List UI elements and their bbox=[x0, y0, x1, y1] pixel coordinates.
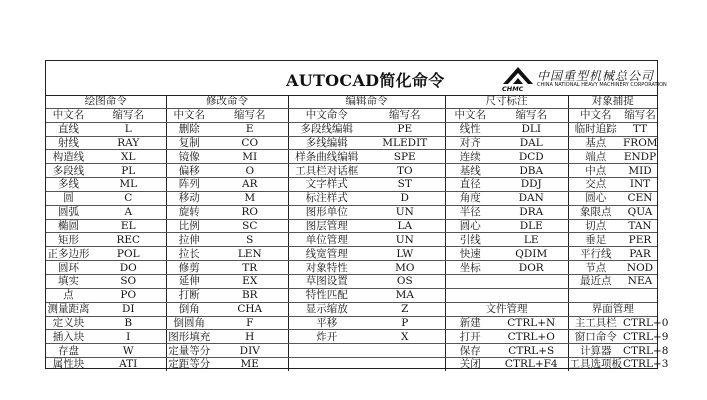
command-name: 测量距离 bbox=[47, 303, 90, 316]
table-row bbox=[46, 358, 657, 371]
command-abbr: TT bbox=[623, 122, 657, 136]
command-name: 填实 bbox=[46, 274, 91, 288]
logo-chinese-name: 中国重型机械总公司 bbox=[537, 69, 655, 83]
command-name: 象限点 bbox=[568, 205, 623, 219]
command-abbr: B bbox=[91, 316, 166, 330]
command-name: 端点 bbox=[568, 150, 623, 164]
command-abbr: CTRL+O bbox=[495, 330, 568, 344]
command-abbr: UN bbox=[365, 205, 445, 219]
command-abbr: LW bbox=[365, 247, 445, 261]
command-abbr: POL bbox=[91, 247, 166, 261]
command-name: 定量等分 bbox=[166, 344, 212, 358]
column-header-row bbox=[46, 108, 657, 122]
command-name: 多线 bbox=[46, 178, 91, 192]
group-header: 对象捕捉 bbox=[568, 95, 657, 108]
command-name: 样条曲线编辑 bbox=[288, 150, 365, 164]
command-abbr: BR bbox=[212, 288, 288, 302]
command-name: 拉长 bbox=[166, 247, 212, 261]
command-abbr: QDIM bbox=[495, 247, 568, 261]
command-abbr: DLE bbox=[495, 219, 568, 233]
command-name: 引线 bbox=[445, 233, 495, 247]
command-abbr: EX bbox=[212, 274, 288, 288]
command-name: 半径 bbox=[445, 205, 495, 219]
command-name: 倒圆角 bbox=[166, 316, 212, 330]
table-row bbox=[46, 205, 657, 219]
command-abbr: PE bbox=[365, 122, 445, 136]
command-name: 图形单位 bbox=[288, 205, 365, 219]
command-abbr: MID bbox=[623, 164, 657, 178]
command-name bbox=[288, 344, 365, 358]
command-abbr: UN bbox=[365, 233, 445, 247]
table-row bbox=[46, 164, 657, 178]
title-row bbox=[46, 61, 667, 96]
table-row bbox=[46, 178, 657, 192]
command-abbr: FROM bbox=[623, 136, 658, 149]
command-name: 构造线 bbox=[46, 150, 91, 164]
command-abbr: H bbox=[212, 330, 288, 344]
command-name: 点 bbox=[46, 288, 91, 302]
command-abbr: DBA bbox=[495, 164, 568, 178]
command-name: 基线 bbox=[445, 164, 495, 178]
command-name: 线性 bbox=[445, 122, 495, 136]
command-abbr: MA bbox=[365, 288, 445, 302]
command-abbr: I bbox=[91, 330, 166, 344]
table-row bbox=[46, 136, 657, 150]
command-name: 圆环 bbox=[46, 261, 91, 275]
command-abbr: O bbox=[212, 164, 288, 178]
command-name: 临时追踪 bbox=[568, 122, 623, 136]
column-header-name: 中文名 bbox=[568, 108, 623, 122]
command-name: 圆心 bbox=[568, 191, 623, 205]
column-header-abbr: 缩写名 bbox=[365, 108, 445, 122]
command-name: 炸开 bbox=[288, 330, 365, 344]
command-name: 最近点 bbox=[568, 274, 623, 288]
command-name: 多线编辑 bbox=[288, 136, 365, 150]
command-name: 图形填充 bbox=[166, 330, 212, 344]
command-abbr: CEN bbox=[623, 191, 657, 205]
command-name: 平行线 bbox=[568, 247, 623, 261]
command-name: 显示缩放 bbox=[288, 302, 365, 316]
command-name: 文字样式 bbox=[288, 178, 365, 192]
sheet-title: AUTOCAD简化命令 bbox=[286, 71, 445, 90]
command-name: 垂足 bbox=[568, 233, 623, 247]
command-name: 椭圆 bbox=[46, 219, 91, 233]
command-abbr: NOD bbox=[623, 261, 657, 275]
command-name: 坐标 bbox=[445, 261, 495, 275]
command-name: 标注样式 bbox=[288, 191, 365, 205]
command-abbr: X bbox=[365, 330, 445, 344]
command-name: 切点 bbox=[568, 219, 623, 233]
command-name: 计算器 bbox=[568, 344, 623, 358]
table-row bbox=[46, 261, 657, 275]
section-header: 文件管理 bbox=[445, 302, 568, 316]
command-name: 图层管理 bbox=[288, 219, 365, 233]
command-abbr: REC bbox=[91, 233, 166, 247]
command-name: 基点 bbox=[568, 136, 623, 150]
command-abbr: CTRL+8 bbox=[623, 344, 669, 357]
command-name: 多段线 bbox=[46, 164, 91, 178]
command-abbr: INT bbox=[623, 178, 657, 192]
command-abbr: P bbox=[365, 316, 445, 330]
command-abbr: PO bbox=[91, 288, 166, 302]
table-row bbox=[46, 302, 657, 316]
command-abbr: ENDP bbox=[623, 150, 657, 163]
command-abbr: CO bbox=[212, 136, 288, 150]
command-name: 倒角 bbox=[166, 302, 212, 316]
column-header-abbr: 缩写名 bbox=[495, 108, 568, 122]
column-header-name: 中文名 bbox=[46, 108, 91, 122]
command-name: 直线 bbox=[46, 122, 91, 136]
command-abbr: TR bbox=[212, 261, 288, 275]
command-abbr: AR bbox=[212, 178, 288, 192]
command-name: 圆心 bbox=[445, 219, 495, 233]
command-abbr: LA bbox=[365, 219, 445, 233]
command-name: 定义块 bbox=[46, 316, 91, 330]
column-header-name: 中文名 bbox=[445, 108, 495, 122]
table-row bbox=[46, 330, 657, 344]
command-abbr: QUA bbox=[623, 205, 657, 219]
command-sheet bbox=[45, 60, 669, 371]
command-name: 圆 bbox=[46, 191, 91, 205]
command-name: 直径 bbox=[445, 178, 495, 192]
command-abbr: TO bbox=[365, 164, 445, 178]
command-abbr: W bbox=[91, 344, 166, 358]
command-name: 复制 bbox=[166, 136, 212, 150]
logo-abbr: CHMC bbox=[502, 85, 524, 93]
command-abbr bbox=[495, 274, 568, 288]
column-header-name: 中文名 bbox=[166, 108, 212, 122]
command-abbr bbox=[365, 344, 445, 358]
command-abbr: RO bbox=[212, 205, 288, 219]
command-name: 节点 bbox=[568, 261, 623, 275]
command-name: 新建 bbox=[445, 316, 495, 330]
command-abbr: CHA bbox=[212, 302, 288, 316]
command-abbr: D bbox=[365, 191, 445, 205]
command-name: 插入块 bbox=[46, 330, 91, 344]
group-header: 修改命令 bbox=[166, 95, 288, 108]
table-row bbox=[46, 344, 657, 358]
command-name: 主工具栏 bbox=[568, 316, 623, 330]
command-name: 旋转 bbox=[166, 205, 212, 219]
command-name: 射线 bbox=[46, 136, 91, 150]
command-name: 偏移 bbox=[166, 164, 212, 178]
column-header-abbr: 缩写名 bbox=[212, 108, 288, 122]
command-abbr: Z bbox=[365, 302, 445, 316]
command-name: 特性匹配 bbox=[288, 288, 365, 302]
command-name: 平移 bbox=[288, 316, 365, 330]
command-name: 镜像 bbox=[166, 150, 212, 164]
command-abbr: DOR bbox=[495, 261, 568, 275]
command-abbr: ATI bbox=[119, 358, 138, 371]
command-abbr: E bbox=[212, 122, 288, 136]
command-abbr: L bbox=[91, 122, 166, 136]
column-header-abbr: 缩写名 bbox=[91, 108, 166, 122]
command-abbr: DAN bbox=[495, 191, 568, 205]
command-name: 打开 bbox=[445, 330, 495, 344]
command-name: 角度 bbox=[445, 191, 495, 205]
command-abbr: MO bbox=[365, 261, 445, 275]
command-abbr: CTRL+9 bbox=[623, 330, 669, 343]
section-header: 界面管理 bbox=[568, 302, 657, 316]
command-abbr: NEA bbox=[623, 274, 657, 288]
command-abbr: DLI bbox=[495, 122, 568, 136]
command-name: 关闭 bbox=[445, 358, 495, 371]
command-name: 属性块 bbox=[52, 358, 85, 371]
command-abbr: DDJ bbox=[495, 178, 568, 192]
command-abbr: SC bbox=[212, 219, 288, 233]
command-name: 线宽管理 bbox=[288, 247, 365, 261]
command-abbr: LE bbox=[495, 233, 568, 247]
command-name: 修剪 bbox=[166, 261, 212, 275]
command-name: 多段线编辑 bbox=[288, 122, 365, 136]
command-abbr: DO bbox=[91, 261, 166, 275]
command-name bbox=[445, 288, 495, 302]
command-abbr: PAR bbox=[623, 247, 657, 261]
command-abbr bbox=[623, 288, 657, 302]
command-name: 工具选项板 bbox=[569, 358, 622, 371]
command-name bbox=[288, 358, 365, 371]
command-abbr: RAY bbox=[91, 136, 166, 150]
command-name: 定距等分 bbox=[166, 358, 212, 371]
group-header: 编辑命令 bbox=[288, 95, 445, 108]
command-abbr: SPE bbox=[365, 150, 445, 164]
command-abbr: PER bbox=[623, 233, 657, 247]
table-row bbox=[46, 122, 657, 136]
group-header-row bbox=[46, 95, 657, 108]
command-name: 存盘 bbox=[46, 344, 91, 358]
command-name: 打断 bbox=[166, 288, 212, 302]
command-abbr: CTRL+0 bbox=[623, 316, 669, 329]
command-name: 交点 bbox=[568, 178, 623, 192]
command-table bbox=[46, 95, 669, 371]
command-name: 中点 bbox=[568, 164, 623, 178]
command-name: 矩形 bbox=[46, 233, 91, 247]
command-abbr: XL bbox=[91, 150, 166, 164]
table-row bbox=[46, 316, 657, 330]
command-name: 保存 bbox=[445, 344, 495, 358]
command-abbr bbox=[365, 358, 445, 371]
command-abbr: S bbox=[212, 233, 288, 247]
group-header: 尺寸标注 bbox=[445, 95, 568, 108]
table-row bbox=[46, 191, 657, 205]
command-abbr: ST bbox=[365, 178, 445, 192]
command-abbr: MI bbox=[212, 150, 288, 164]
command-abbr: DAL bbox=[495, 136, 568, 150]
command-name: 正多边形 bbox=[47, 247, 90, 260]
command-abbr: PL bbox=[91, 164, 166, 178]
command-abbr: TAN bbox=[623, 219, 657, 233]
command-name: 圆弧 bbox=[46, 205, 91, 219]
command-abbr: M bbox=[212, 191, 288, 205]
command-name: 延伸 bbox=[166, 274, 212, 288]
command-name: 单位管理 bbox=[288, 233, 365, 247]
table-row bbox=[46, 233, 657, 247]
command-abbr: DIV bbox=[212, 344, 288, 358]
command-name: 草图设置 bbox=[288, 274, 365, 288]
command-abbr: CTRL+F4 bbox=[504, 358, 558, 371]
command-abbr: MLEDIT bbox=[365, 136, 445, 150]
command-abbr: DCD bbox=[495, 150, 568, 164]
command-name: 连续 bbox=[445, 150, 495, 164]
command-name: 拉伸 bbox=[166, 233, 212, 247]
table-row bbox=[46, 150, 657, 164]
command-name: 比例 bbox=[166, 219, 212, 233]
table-row bbox=[46, 274, 657, 288]
command-name: 窗口命令 bbox=[568, 330, 623, 344]
table-row bbox=[46, 288, 657, 302]
command-name: 阵列 bbox=[166, 178, 212, 192]
command-name: 移动 bbox=[166, 191, 212, 205]
command-abbr: EL bbox=[91, 219, 166, 233]
command-abbr: CTRL+S bbox=[495, 344, 568, 358]
command-abbr: DI bbox=[91, 302, 166, 316]
logo-english-name: CHINA NATIONAL HEAVY MACHINERY CORPORATION bbox=[537, 82, 667, 88]
command-name: 对齐 bbox=[445, 136, 495, 150]
command-abbr: DRA bbox=[495, 205, 568, 219]
command-abbr bbox=[495, 288, 568, 302]
command-name: 快速 bbox=[445, 247, 495, 261]
command-abbr: CTRL+N bbox=[495, 316, 568, 330]
table-row bbox=[46, 247, 657, 261]
command-name bbox=[568, 288, 623, 302]
command-abbr: ME bbox=[240, 358, 259, 371]
command-abbr: OS bbox=[365, 274, 445, 288]
column-header-name: 中文命令 bbox=[288, 108, 365, 122]
command-abbr: SO bbox=[91, 274, 166, 288]
command-name bbox=[445, 274, 495, 288]
column-header-abbr: 缩写名 bbox=[624, 109, 656, 122]
command-name: 对象特性 bbox=[288, 261, 365, 275]
command-abbr: C bbox=[91, 191, 166, 205]
group-header: 绘图命令 bbox=[46, 95, 166, 108]
command-name: 工具栏对话框 bbox=[288, 164, 365, 178]
command-abbr: CTRL+3 bbox=[623, 358, 669, 371]
command-abbr: ML bbox=[91, 178, 166, 192]
command-name: 删除 bbox=[166, 122, 212, 136]
command-abbr: LEN bbox=[212, 247, 288, 261]
command-abbr: F bbox=[212, 316, 288, 330]
chmc-logo bbox=[501, 63, 667, 93]
table-row bbox=[46, 219, 657, 233]
command-abbr: A bbox=[91, 205, 166, 219]
